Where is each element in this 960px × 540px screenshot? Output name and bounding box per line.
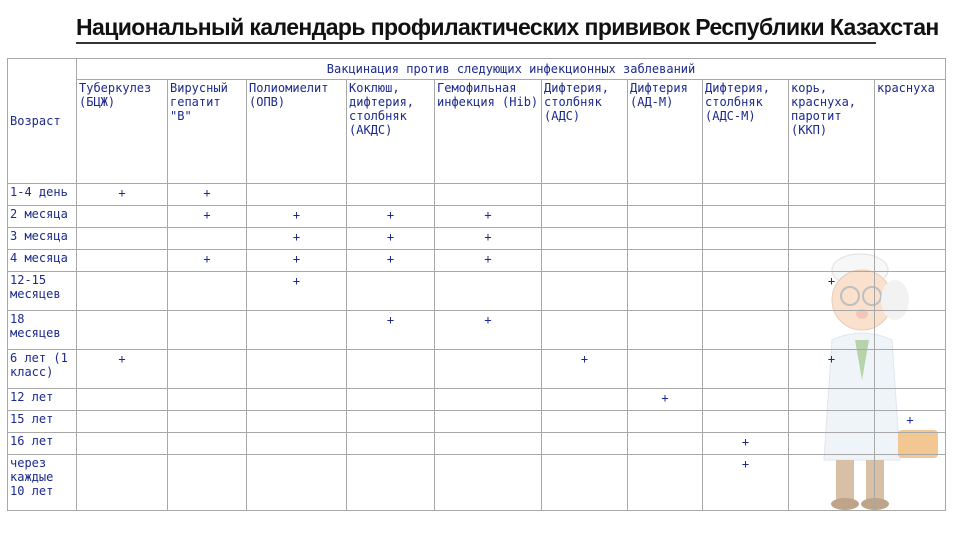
vaccine-mark-cell — [542, 228, 628, 250]
age-column-header: Возраст — [8, 59, 77, 184]
vaccine-mark-cell — [628, 250, 703, 272]
table-row — [8, 206, 946, 228]
age-cell: 3 месяца — [8, 228, 77, 250]
vaccine-mark-cell — [875, 455, 946, 511]
vaccine-mark-cell: + — [347, 250, 435, 272]
table-row — [8, 250, 946, 272]
vaccine-mark-cell — [168, 272, 247, 311]
vaccine-mark-cell — [435, 389, 542, 411]
vaccine-mark-cell — [77, 228, 168, 250]
vaccine-mark-cell — [347, 389, 435, 411]
vaccine-mark-cell: + — [77, 350, 168, 389]
vaccine-mark-cell — [77, 272, 168, 311]
vaccine-mark-cell — [168, 228, 247, 250]
vaccine-mark-cell — [77, 433, 168, 455]
vaccine-mark-cell — [703, 228, 789, 250]
vaccine-mark-cell — [542, 433, 628, 455]
vaccine-mark-cell — [347, 184, 435, 206]
age-cell: 2 месяца — [8, 206, 77, 228]
vaccine-mark-cell — [247, 311, 347, 350]
vaccine-mark-cell: + — [435, 228, 542, 250]
vaccine-mark-cell — [347, 272, 435, 311]
vaccine-mark-cell: + — [789, 350, 875, 389]
vaccine-mark-cell: + — [77, 184, 168, 206]
vaccine-mark-cell: + — [542, 350, 628, 389]
vaccine-mark-cell — [703, 250, 789, 272]
vaccine-mark-cell — [789, 206, 875, 228]
vaccine-mark-cell — [347, 433, 435, 455]
vaccine-mark-cell: + — [247, 272, 347, 311]
column-header: Дифтерия, столбняк (АДС-М) — [703, 80, 789, 184]
vaccine-mark-cell — [542, 455, 628, 511]
vaccine-mark-cell — [875, 184, 946, 206]
vaccine-mark-cell — [875, 350, 946, 389]
age-cell: 12-15 месяцев — [8, 272, 77, 311]
table-row — [8, 272, 946, 311]
table-row — [8, 433, 946, 455]
vaccine-mark-cell — [77, 389, 168, 411]
age-cell: 18 месяцев — [8, 311, 77, 350]
vaccine-mark-cell — [542, 311, 628, 350]
vaccine-mark-cell — [628, 184, 703, 206]
vaccine-mark-cell — [628, 411, 703, 433]
vaccine-mark-cell: + — [435, 206, 542, 228]
page-title: Национальный календарь профилактических прививок Республики Казахстан — [76, 14, 939, 40]
vaccine-mark-cell: + — [703, 455, 789, 511]
vaccine-mark-cell — [435, 272, 542, 311]
vaccine-mark-cell — [347, 350, 435, 389]
age-cell: 1-4 день — [8, 184, 77, 206]
table-row — [8, 389, 946, 411]
column-header: Туберкулез (БЦЖ) — [77, 80, 168, 184]
table-row — [8, 184, 946, 206]
vaccine-mark-cell — [789, 455, 875, 511]
age-cell: 4 месяца — [8, 250, 77, 272]
column-header: Гемофильная инфекция (Hib) — [435, 80, 542, 184]
age-cell: 12 лет — [8, 389, 77, 411]
column-header: Коклюш, дифтерия, столбняк (АКДС) — [347, 80, 435, 184]
vaccine-mark-cell — [875, 433, 946, 455]
vaccine-mark-cell — [542, 411, 628, 433]
vaccine-mark-cell — [789, 311, 875, 350]
vaccine-mark-cell: + — [247, 228, 347, 250]
vaccine-mark-cell — [628, 455, 703, 511]
vaccine-mark-cell — [875, 250, 946, 272]
vaccine-mark-cell: + — [789, 272, 875, 311]
table-body — [8, 184, 946, 511]
vaccine-mark-cell: + — [347, 228, 435, 250]
vaccine-mark-cell: + — [435, 311, 542, 350]
vaccine-mark-cell — [168, 389, 247, 411]
vaccine-mark-cell — [542, 250, 628, 272]
vaccine-mark-cell — [77, 250, 168, 272]
vaccine-mark-cell — [875, 311, 946, 350]
vaccine-mark-cell — [435, 433, 542, 455]
age-cell: 16 лет — [8, 433, 77, 455]
vaccine-mark-cell — [347, 411, 435, 433]
vaccine-mark-cell — [789, 184, 875, 206]
table-row — [8, 311, 946, 350]
vaccination-calendar-table — [7, 58, 946, 511]
vaccine-mark-cell — [168, 350, 247, 389]
vaccine-mark-cell — [542, 184, 628, 206]
vaccine-mark-cell: + — [168, 250, 247, 272]
vaccine-mark-cell — [703, 184, 789, 206]
vaccine-mark-cell — [703, 389, 789, 411]
column-header: Вирусный гепатит "В" — [168, 80, 247, 184]
vaccine-mark-cell — [247, 350, 347, 389]
vaccine-mark-cell — [875, 389, 946, 411]
age-cell: 15 лет — [8, 411, 77, 433]
vaccine-mark-cell — [168, 455, 247, 511]
vaccine-mark-cell: + — [875, 411, 946, 433]
vaccine-mark-cell — [875, 228, 946, 250]
vaccine-mark-cell — [703, 206, 789, 228]
vaccine-mark-cell — [247, 184, 347, 206]
vaccine-mark-cell — [542, 389, 628, 411]
vaccine-mark-cell — [703, 272, 789, 311]
vaccine-mark-cell: + — [435, 250, 542, 272]
vaccine-mark-cell: + — [628, 389, 703, 411]
vaccine-mark-cell — [628, 311, 703, 350]
vaccine-mark-cell — [347, 455, 435, 511]
vaccine-mark-cell — [435, 411, 542, 433]
vaccine-mark-cell — [628, 272, 703, 311]
vaccine-mark-cell — [628, 350, 703, 389]
vaccine-mark-cell — [789, 228, 875, 250]
vaccine-mark-cell — [435, 350, 542, 389]
vaccine-mark-cell — [542, 206, 628, 228]
vaccine-mark-cell: + — [703, 433, 789, 455]
table-row — [8, 411, 946, 433]
vaccine-mark-cell: + — [247, 250, 347, 272]
vaccination-group-header: Вакцинация против следующих инфекционных заблеваний — [77, 59, 946, 80]
column-header: краснуха — [875, 80, 946, 184]
vaccine-mark-cell: + — [247, 206, 347, 228]
vaccine-mark-cell — [435, 455, 542, 511]
vaccine-mark-cell: + — [347, 311, 435, 350]
column-header: Полиомиелит (ОПВ) — [247, 80, 347, 184]
vaccine-mark-cell — [77, 455, 168, 511]
table-row — [8, 228, 946, 250]
vaccine-mark-cell — [247, 411, 347, 433]
vaccine-mark-cell — [789, 389, 875, 411]
title-underline — [76, 42, 876, 44]
vaccine-mark-cell — [77, 206, 168, 228]
vaccine-mark-cell — [703, 311, 789, 350]
column-header: корь, краснуха, паротит (ККП) — [789, 80, 875, 184]
table-row — [8, 350, 946, 389]
vaccine-mark-cell — [628, 433, 703, 455]
vaccine-mark-cell — [77, 311, 168, 350]
vaccine-mark-cell — [628, 228, 703, 250]
vaccine-mark-cell — [247, 433, 347, 455]
column-header: Дифтерия (АД-М) — [628, 80, 703, 184]
vaccine-mark-cell — [77, 411, 168, 433]
vaccine-mark-cell — [875, 206, 946, 228]
vaccine-mark-cell: + — [168, 206, 247, 228]
vaccine-mark-cell — [168, 433, 247, 455]
vaccine-mark-cell — [168, 411, 247, 433]
age-cell: 6 лет (1 класс) — [8, 350, 77, 389]
vaccine-mark-cell — [789, 411, 875, 433]
vaccine-mark-cell: + — [168, 184, 247, 206]
vaccine-mark-cell — [875, 272, 946, 311]
vaccine-mark-cell — [168, 311, 247, 350]
vaccine-mark-cell — [247, 455, 347, 511]
vaccine-mark-cell — [789, 250, 875, 272]
vaccine-mark-cell — [247, 389, 347, 411]
column-header: Дифтерия, столбняк (АДС) — [542, 80, 628, 184]
age-cell: через каждые 10 лет — [8, 455, 77, 511]
vaccine-mark-cell — [628, 206, 703, 228]
vaccine-mark-cell — [542, 272, 628, 311]
table-row — [8, 455, 946, 511]
vaccine-mark-cell — [703, 411, 789, 433]
vaccine-mark-cell: + — [347, 206, 435, 228]
vaccine-mark-cell — [703, 350, 789, 389]
vaccine-mark-cell — [789, 433, 875, 455]
vaccine-mark-cell — [435, 184, 542, 206]
